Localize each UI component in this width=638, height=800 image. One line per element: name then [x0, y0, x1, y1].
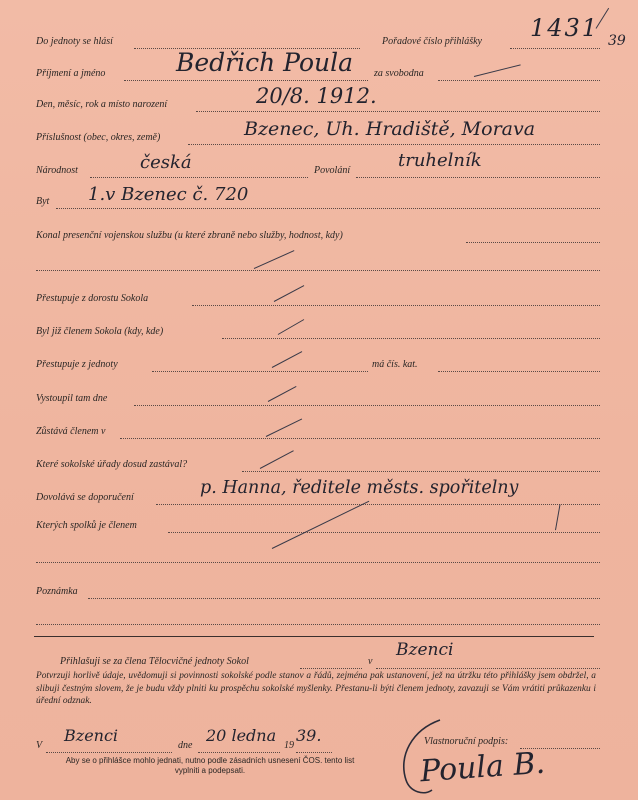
occupation-value: truhelník [398, 150, 482, 171]
sign-year-prefix: 19 [284, 740, 294, 751]
nationality-label: Národnost [36, 165, 78, 176]
remains-line [120, 438, 600, 439]
marital-line [438, 80, 600, 81]
left-on-dash [268, 386, 297, 402]
birth-label: Den, měsíc, rok a místo narození [36, 99, 168, 110]
domicile-line [188, 144, 600, 145]
nationality-line [90, 177, 308, 178]
own-signature-label: Vlastnoruční podpis: [424, 736, 509, 747]
marital-label: za svobodna [374, 68, 424, 79]
associations-tick [555, 504, 560, 530]
remark-label: Poznámka [36, 586, 78, 597]
sign-year-value: 39. [296, 726, 322, 745]
footer-note: Aby se o přihlášce mohlo jednati, nutno podle zásadních usnesení ČOS. tento list vyplniti a podepsati. [65, 756, 355, 775]
recommendation-value: p. Hanna, ředitele městs. spořitelny [200, 478, 519, 498]
sign-year-line [296, 752, 332, 753]
transfer-youth-dash [274, 285, 304, 302]
former-member-dash [278, 319, 304, 335]
section-divider [34, 636, 594, 637]
remains-label: Zůstává členem v [36, 426, 106, 437]
associations-label: Kterých spolků je členem [36, 520, 137, 531]
transfer-youth-line [192, 305, 600, 306]
recommendation-line [156, 504, 600, 505]
signature-value: Poula B. [418, 745, 547, 790]
military-dash [254, 250, 295, 269]
declaration-text: Potvrzuji horlivě údaje, uvědomuji si povinnosti sokolské podle stanov a řádů, zejména pak ustanovení, jež na útržku této přihlášky jsem obdržel, a slibuji čestným slovem, že je budu vždy plniti ku prospěchu sokolské myšlenky. Přestanu-li býti členem jednoty, zavazuji se Vám vrátiti průkazenku i úřední odznak. [36, 671, 596, 707]
marital-dash [474, 64, 521, 77]
name-line [124, 80, 368, 81]
offices-dash [260, 450, 294, 469]
military-line-2 [36, 270, 600, 271]
residence-value: 1.v Bzenec č. 720 [88, 184, 249, 205]
left-on-label: Vystoupil tam dne [36, 393, 108, 404]
order-number-year: 39 [608, 33, 626, 49]
former-member-line [222, 338, 600, 339]
order-number-line [510, 48, 600, 49]
occupation-label: Povolání [314, 165, 351, 176]
domicile-label: Příslušnost (obec, okres, země) [36, 132, 161, 143]
sign-place-line [46, 752, 172, 753]
recommendation-label: Dovolává se doporučení [36, 492, 134, 503]
signature-flourish [392, 716, 452, 800]
offices-label: Které sokolské úřady dosud zastával? [36, 459, 188, 470]
remark-line-2 [36, 624, 600, 625]
catalog-label: má čís. kat. [372, 359, 418, 370]
transfer-youth-label: Přestupuje z dorostu Sokola [36, 293, 149, 304]
birth-line [196, 111, 600, 112]
order-number-value: 1431 [530, 14, 600, 42]
offices-line [242, 471, 600, 472]
residence-line [56, 208, 600, 209]
name-value: Bedřich Poula [176, 48, 354, 77]
sign-date-label: dne [178, 740, 193, 751]
order-number-label: Pořadové číslo přihlášky [382, 36, 482, 47]
sign-date-value: 20 ledna [206, 726, 277, 745]
apply-place-value: Bzenci [396, 640, 454, 660]
nationality-value: česká [140, 152, 192, 173]
sign-in-label: V [36, 740, 43, 751]
birth-value: 20/8. 1912. [256, 84, 377, 108]
left-on-line [134, 405, 600, 406]
domicile-value: Bzenec, Uh. Hradiště, Morava [244, 118, 536, 140]
associations-dash [272, 501, 370, 549]
transfer-unit-line [152, 371, 368, 372]
associations-line [168, 532, 600, 533]
apply-in-label: v [368, 656, 373, 667]
remains-dash [266, 419, 302, 437]
apply-label: Přihlašuji se za člena Tělocvičné jednoty Sokol [60, 656, 249, 667]
occupation-line [356, 177, 600, 178]
remark-line [88, 598, 600, 599]
military-line [466, 242, 600, 243]
sign-place-value: Bzenci [64, 726, 119, 745]
associations-line-2 [36, 562, 600, 563]
name-label: Příjmení a jméno [36, 68, 106, 79]
transfer-unit-dash [272, 351, 302, 368]
transfer-unit-label: Přestupuje z jednoty [36, 359, 118, 370]
apply-line [300, 668, 362, 669]
former-member-label: Byl již členem Sokola (kdy, kde) [36, 326, 164, 337]
apply-place-line [376, 668, 600, 669]
catalog-line [438, 371, 600, 372]
military-label: Konal presenční vojenskou službu (u které zbraně nebo služby, hodnost, kdy) [36, 230, 343, 241]
to-unit-label: Do jednoty se hlásí [36, 36, 113, 47]
sign-date-line [198, 752, 280, 753]
residence-label: Byt [36, 196, 50, 207]
